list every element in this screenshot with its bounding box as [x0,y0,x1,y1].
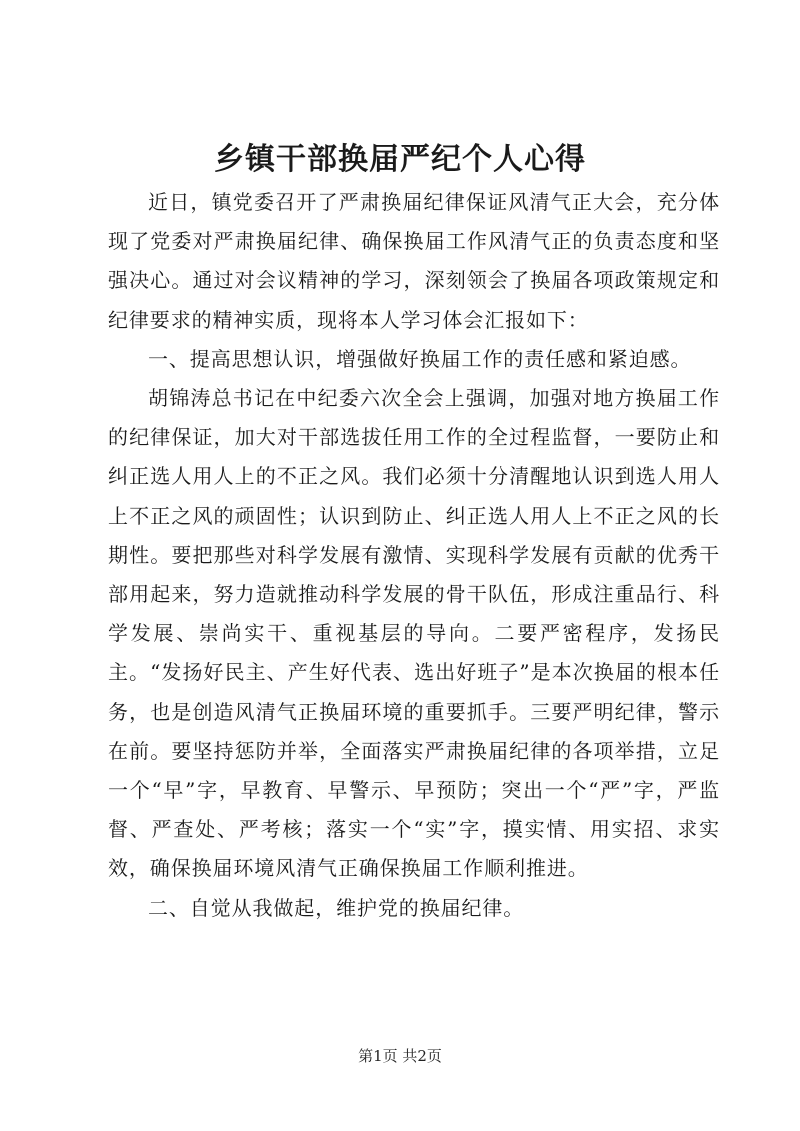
paragraph-section-1-body: 胡锦涛总书记在中纪委六次全会上强调，加强对地方换届工作的纪律保证，加大对干部选拔任用工作的全过程监督，一要防止和纠正选人用人上的不正之风。我们必须十分清醒地认识到选人用人上不正之风的顽固性；认识到防止、纠正选人用人上不正之风的长期性。要把那些对科学发展有激情、实现科学发展有贡献的优秀干部用起来，努力造就推动科学发展的骨干队伍，形成注重品行、科学发展、崇尚实干、重视基层的导向。二要严密程序，发扬民主。“发扬好民主、产生好代表、选出好班子”是本次换届的根本任务，也是创造风清气正换届环境的重要抓手。三要严明纪律，警示在前。要坚持惩防并举，全面落实严肃换届纪律的各项举措，立足一个“早”字，早教育、早警示、早预防；突出一个“严”字，严监督、严查处、严考核；落实一个“实”字，摸实情、用实招、求实效，确保换届环境风清气正确保换届工作顺利推进。 [108,386,720,881]
document-body [108,183,720,928]
paragraph-section-1-heading: 一、提高思想认识，增强做好换届工作的责任感和紧迫感。 [148,346,692,371]
page-title: 乡镇干部换届严纪个人心得 [214,142,586,177]
paragraph-intro: 近日，镇党委召开了严肃换届纪律保证风清气正大会，充分体现了党委对严肃换届纪律、确保换届工作风清气正的负责态度和坚强决心。通过对会议精神的学习，深刻领会了换届各项政策规定和纪律要求的精神实质，现将本人学习体会汇报如下： [108,190,720,332]
paragraph-section-2-heading: 二、自觉从我做起，维护党的换届纪律。 [148,895,525,920]
page-number-footer: 第1页 共2页 [358,1047,442,1065]
